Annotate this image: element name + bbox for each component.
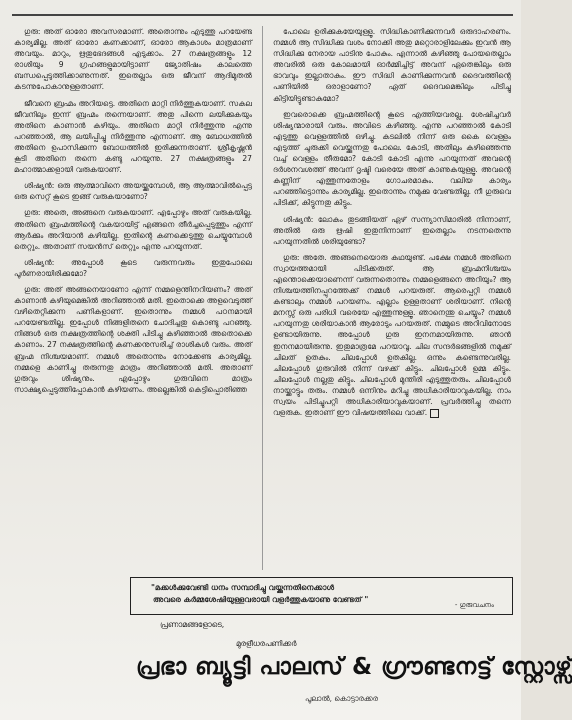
- paragraph: ജീവനെ ബ്രഹ്മം അറിയട്ടെ. അതിനെ മാറ്റി നിർത്തുകയാണ്. സകല ജീവനിലും ഇന്ന് ബ്രഹ്മം തന്നെയാണ്. അതു പിന്നെ ലയിക്കുകയും അതിനെ കാണാൻ കഴിയും. അതിനെ മാറ്റി നിർത്തുന്നു എന്നു പറഞ്ഞാൽ, ആ ലയിപ്പിച്ചു നിർത്തുന്നു എന്നാണ്. ആ ബോധത്തിൽ അതിനെ ഉപാസിക്കുന്ന ബോധത്തിൽ ഇരിക്കുന്നതാണ്. ശ്രീകൃഷ്ണൻ കൂടി അതിനെ തന്നെ കണ്ടു പറയുന്നു. 27 നക്ഷത്രങ്ങളും 27 മഹാത്മാക്കളായി വരുകയാണ്.: [14, 98, 252, 175]
- right-column: [273, 26, 511, 570]
- paragraph: ശിഷ്യൻ: അപ്പോൾ കൂടെ വരുന്നവരും ഇതുപോലെ പൂർണരായിരിക്കുമോ?: [14, 257, 252, 278]
- paragraph: ഗുരു: അത് ഓരോ അവസരമാണ്. അതൊന്നും എടുത്തു പറയേണ്ട കാര്യമില്ല. അത് ഓരോ കണക്കാണ്, ഓരോ ആകാശം മാത്രമാണ് അവയും. മാറും, ഋതുഭേദങ്ങൾ എടുക്കാം. 27 നക്ഷത്രങ്ങളും 12 രാശിയും 9 ഗ്രഹങ്ങളുമായിട്ടാണ് ജ്യോതിഷം കാലത്തെ ബന്ധപ്പെടുത്തിക്കാണുന്നത്. ഇതെല്ലാം ഒരു ജീവന് ആദിമുതൽ കടന്നുപോകാനുള്ളതാണ്.: [14, 27, 252, 92]
- article-body: [14, 26, 511, 570]
- paragraph: ഗുരു: അത് അങ്ങനെയാണോ എന്ന് നമ്മളെന്തിനറിയണം? അത് കാണാൻ കഴിയുമെങ്കിൽ അറിഞ്ഞാൽ മതി. ഇതൊക്കെ അളവെടുത്ത് വഴിതെറ്റിക്കുന്ന പണികളാണ്. ഇതൊന്നും നമ്മൾ പഠനമായി പറയേണ്ടതില്ല. ഇപ്പോൾ നിങ്ങളിതനെ ചോദിച്ചതു കൊണ്ടു പറഞ്ഞു. നിങ്ങൾ ഒരു നക്ഷത്രത്തിന്റെ ശക്തി പിടിച്ചു കഴിഞ്ഞാൽ അതൊക്കെ കാണാം. 27 നക്ഷത്രത്തിന്റെ കണക്കനുസരിച്ച് രാശികൾ വരും. അത് ബ്രഹ്മ നിശ്ചയമാണ്. നമ്മൾ അതൊന്നും നോക്കേണ്ട കാര്യമില്ല. നമ്മളെ കാണിച്ചു തരുന്നതു മാത്രം അറിഞ്ഞാൽ മതി. അതാണ് ഗുരുവും ശിഷ്യനും. എപ്പോഴും ഗുരുവിനെ മാത്രം സാക്ഷ്യപ്പെടുത്തിപ്പോകാൻ കഴിയണം. അല്ലെങ്കിൽ കെട്ടിപ്പൊതിഞ്ഞ: [14, 284, 252, 394]
- business-location: പൂലാൽ, കൊട്ടാരക്കര: [305, 694, 378, 703]
- end-of-article-icon: [430, 409, 439, 418]
- paragraph: ശിഷ്യൻ: ലോകം തുടങ്ങിയത് ഏഴ് സന്ന്യാസിമാരിൽ നിന്നാണ്, അതിൽ ഒരു ഋഷി ഇതുനിന്നാണ് ഇതെല്ലാം നടന്നതെന്നു പറയുന്നതിൽ ശരിയുണ്ടോ?: [273, 214, 511, 246]
- left-column: [14, 26, 252, 570]
- paragraph: ഇവരൊക്കെ ബ്രഹ്മത്തിന്റെ കൂടെ എത്തിയവരല്ല. ശേഷിച്ചവർ ശിഷ്യന്മാരായി വരും. അവിടെ കഴിഞ്ഞു. എന്നു പറഞ്ഞാൽ കോടി എടുത്തു വെള്ളത്തിൽ ഒഴിച്ചു. കടലിൽ നിന്ന് ഒരു കൈ വെള്ളം എടുത്ത് ചുരുക്കി വെയ്ക്കുന്നതു പോലെ. കോടി, അതിലും കഴിഞ്ഞെന്നു വച്ച് വെള്ളം തീരുമോ? കോടി കോടി എന്നു പറയുന്നത് അവന്റെ ദർശനവശത്ത് അവന് ദൃഷ്ടി വരെയേ അത് കാണുകയുള്ളൂ. അവന്റെ കണ്ണിന് എത്തുന്നതോളം ഗോചരമാകും. വലിയ കാര്യം പറഞ്ഞിട്ടൊന്നും കാര്യമില്ല. ഇതൊന്നും നമുക്കു വേണ്ടതില്ല. നീ ഗുരുവെ പിടിക്ക്, കിട്ടുന്നതു കിട്ടും.: [273, 109, 511, 208]
- column-divider: [262, 26, 263, 570]
- quote-box: [130, 577, 513, 615]
- header-rule: [12, 14, 513, 16]
- quote-attribution: - ഗുരുവചനം: [454, 601, 494, 609]
- business-name: പ്രഭാ ബ്യൂട്ടി പാലസ് & ഗ്രൗണ്ടനട്ട് സ്റ്റോഴ്സ്: [136, 654, 572, 680]
- quote-text: [151, 582, 368, 606]
- paragraph: ഗുരു: അതെ, അങ്ങനെ വരുകയാണ്. എപ്പോഴും അത് വരുകയില്ല. അതിനെ ബ്രഹ്മത്തിന്റെ വകയായിട്ട് എങ്ങനെ തീർച്ചപ്പെടുത്തും എന്ന് ആർക്കും അറിയാൻ കഴിയില്ല. ഇതിന്റെ കണക്കെടുത്തു ചെയ്യുമ്പോൾ തെറ്റും. അതാണ് സയൻസ് തെറ്റും എന്നു പറയുന്നത്.: [14, 208, 252, 251]
- paragraph: [273, 252, 511, 418]
- paragraph-text: ഗുരു: അതേ. അങ്ങനെയൊരു കഥയുണ്ട്. പക്ഷേ നമ്മൾ അതിനെ സ്വായത്തമായി പിടിക്കരുത്. ആ ബ്രഹ്മനിശ്ചയം എന്തൊക്കെയാണെന്ന് വരുന്നതൊന്നും നമ്മളെങ്ങനെ അറിയും? ആ നിശ്ചയത്തിനപ്പുറത്തേക്ക് നമ്മൾ പറയരുത്. ആരെപ്പറ്റി നമ്മൾ കണ്ടാലും നമ്മൾ പറയണം. എല്ലാം ഉള്ളതാണ് ശരിയാണ്. നിന്റെ മനസ്സ് ഒരു പരിധി വരെയേ എത്തുന്നുള്ളൂ. ഞാനെന്തു ചെയ്യും? നമ്മൾ പറയുന്നതു ശരിയാകാൻ ആരോടും പറയരുത്. നമ്മുടെ അറിവിനോടേ ഉണ്ടായിരുന്നു. അപ്പോൾ ഗുരു ഇനനമായിരുന്നു. ഞാൻ ഇനനമായിരുന്നു. ഇതുമാത്രമേ പറയാവൂ. ചില സന്ദർഭങ്ങളിൽ നമുക്ക് ചിലത് ഉതകും. ചിലപ്പോൾ ഉതകില്ല. ഒന്നും കണ്ടെന്നുവരില്ല. ചിലപ്പോൾ ഗുരുവിൽ നിന്ന് വഴക്ക് കിട്ടും. ചിലപ്പോൾ ഉമ്മ കിട്ടും. ചിലപ്പോൾ നല്ലതു കിട്ടും. ചിലപ്പോൾ മുന്തിരി എടുത്തുതരും. ചിലപ്പോൾ നായ്ക്കാട്ടും തരും. നമ്മൾ ഒന്നിനും മറിച്ചു അധികാരിയാവുകയില്ല. നാം സ്വയം പിടിച്ചുപറ്റി അധികാരിയാവുകയാണ്. പ്രവർത്തിച്ചു തന്നെ വളരുക. ഇതാണ് ഈ വിഷയത്തിലെ വാക്ക്.: [273, 252, 511, 418]
- quote-line: അവരെ കർമ്മശേഷിയുള്ളവരായി വളർത്തുകയാണു വേണ്ടത് ": [153, 595, 369, 604]
- paragraph: പോലെ ഉരിക്കുകയേയുള്ളൂ. സിദ്ധികാണിക്കുന്നവർ ഒരുദാഹരണം. നമ്മൾ ആ സിദ്ധിക്കു വശം നോക്കി അതു മറ്റൊരാളിലേക്കും ഇവൻ ആ സിദ്ധിക്കു നേരായ പാടിനു പോകും. എന്നാൽ കഴിഞ്ഞു പോയതെല്ലാം അവരിൽ ഒരു കോലമായി ഓർമ്മിച്ചിട്ട് അവന് ഏതെങ്കിലും ഒരു ഭാവവും ഇല്ലാതാകും. ഈ സിദ്ധി കാണിക്കുന്നവൻ ദൈവത്തിന്റെ പണിയിൽ ഒരാളാണോ? ഏത് ദൈവമെങ്കിലും പിടിച്ചു കിട്ടിയിട്ടുണ്ടാകുമോ?: [273, 27, 511, 103]
- greeting-text: പ്രണാമങ്ങളോടെ,: [160, 620, 225, 629]
- quote-line: "മക്കൾക്കുവേണ്ടി ധനം സമ്പാദിച്ചു വയ്ക്കുന്നതിനെക്കാൾ: [151, 583, 335, 592]
- sponsor-name: മുരളീധരപണിക്കർ: [236, 639, 297, 648]
- paragraph: ശിഷ്യൻ: ഒരു ആത്മാവിനെ അയയ്ക്കുമ്പോൾ, ആ ആത്മാവിൽപ്പെട്ട ഒരു സെറ്റ് കൂടെ ഇങ്ങ് വരുകയാണോ?: [14, 181, 252, 202]
